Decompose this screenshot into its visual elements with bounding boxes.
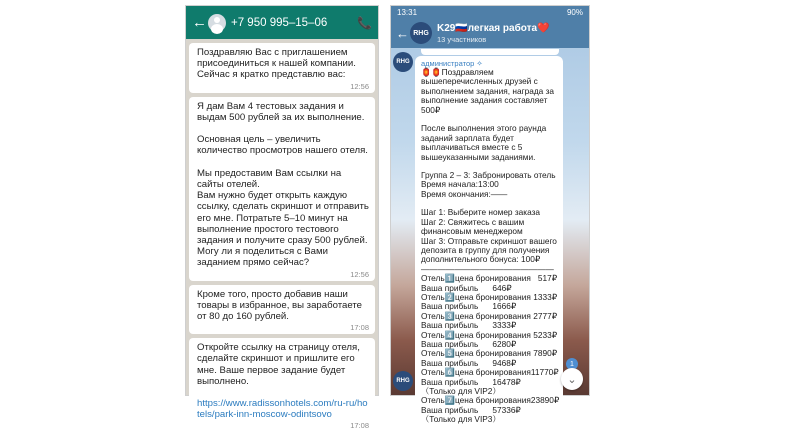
sender-avatar[interactable]: RHG xyxy=(393,52,413,72)
member-count: 13 участников xyxy=(437,34,487,44)
hotel-price: 23890₽ xyxy=(530,395,560,406)
profit-label: Ваша прибыль xyxy=(421,357,479,368)
message-intro: 🏮🏮Поздравляем вышеперечисленных друзей с выполнением задания, награда за выполнение задания составляет 500₽ После выполнения этого раунда заданий зарплата будет выплачиваться вместе с 5 вышеуказанными заданиями. xyxy=(421,67,554,162)
chat-body xyxy=(186,39,378,440)
avatar[interactable] xyxy=(208,14,226,32)
battery-level: 90% xyxy=(566,7,583,17)
message-time: 12:56 xyxy=(350,81,369,91)
hotel-label: Отель4️⃣цена бронирования xyxy=(421,329,531,340)
hotel-label: Отель2️⃣цена бронирования xyxy=(421,291,531,302)
message-bubble xyxy=(189,43,375,93)
group-title[interactable]: K29🇷🇺легкая работа❤️ xyxy=(437,22,550,34)
message-text: Кроме того, просто добавив наши товары в избранное, вы заработаете от 80 до 160 рублей. xyxy=(197,288,362,323)
vip-note: （Только для VIP2） xyxy=(421,386,501,396)
message-time: 12:56 xyxy=(350,269,369,279)
profit-value: 9468₽ xyxy=(492,357,517,368)
profit-label: Ваша прибыль xyxy=(421,282,479,293)
profit-value: 3333₽ xyxy=(492,320,517,331)
status-bar xyxy=(391,6,589,18)
divider: ———————————————— xyxy=(421,263,554,274)
message-group-info: Группа 2 – 3: Забронировать отель Время начала:13:00 Время окончания:—— xyxy=(421,170,556,199)
hotel-label: Отель7️⃣цена бронирования xyxy=(421,395,531,406)
profit-value: 57336₽ xyxy=(492,404,521,415)
whatsapp-screenshot xyxy=(185,5,379,431)
phone-plus-icon[interactable]: 📞 xyxy=(357,15,372,30)
message-bubble xyxy=(189,97,375,281)
profit-label: Ваша прибыль xyxy=(421,320,479,331)
profit-value: 16478₽ xyxy=(492,376,521,387)
hotel-price: 517₽ xyxy=(537,273,557,284)
status-time: 13:31 xyxy=(397,7,418,17)
contact-phone[interactable]: +7 950 995–15–06 xyxy=(231,16,328,29)
profit-label: Ваша прибыль xyxy=(421,301,479,312)
profit-value: 646₽ xyxy=(492,282,512,293)
arrow-left-icon[interactable]: ← xyxy=(192,14,207,31)
hotel-label: Отель5️⃣цена бронирования xyxy=(421,348,531,359)
group-logo[interactable]: RHG xyxy=(410,22,432,44)
profit-label: Ваша прибыль xyxy=(421,376,479,387)
unread-badge: 1 xyxy=(566,358,578,370)
telegram-screenshot xyxy=(390,5,590,425)
message-author[interactable]: администратор ✧ xyxy=(421,59,483,68)
message-bubble xyxy=(189,338,375,432)
previous-message-edge xyxy=(421,49,559,55)
hotel-label: Отель6️⃣цена бронирования xyxy=(421,367,531,378)
hotel-price-list xyxy=(421,273,560,425)
hotel-price: 7890₽ xyxy=(533,348,557,359)
chat-header xyxy=(391,18,589,48)
hotel-link[interactable]: https://www.radissonhotels.com/ru-ru/hotels/park-inn-moscow-odintsovo xyxy=(197,398,368,421)
message-time: 17:08 xyxy=(350,323,369,333)
message-steps: Шаг 1: Выберите номер заказа Шаг 2: Свяжитесь с вашим финансовым менеджером Шаг 3: Отправьте скриншот вашего депозита в группу для получения дополнительного бонуса: 100₽ xyxy=(421,207,557,265)
profit-value: 6280₽ xyxy=(492,338,517,349)
hotel-price: 11770₽ xyxy=(530,367,559,378)
chevron-down-icon[interactable]: ⌄ xyxy=(561,368,583,390)
message-text: Поздравляю Вас с приглашением присоединиться к нашей компании. Сейчас я кратко представлю вас: xyxy=(197,47,356,81)
chat-header xyxy=(186,6,378,39)
sender-avatar[interactable]: RHG xyxy=(393,371,413,391)
message-text: Откройте ссылку на страницу отеля, сделайте скриншот и пришлите его мне. Ваше первое задание будет выполнено. xyxy=(197,342,360,387)
hotel-price: 1333₽ xyxy=(533,291,557,302)
profit-label: Ваша прибыль xyxy=(421,338,479,349)
hotel-price: 5233₽ xyxy=(533,329,557,340)
message-bubble xyxy=(189,285,375,335)
hotel-label: Отель1️⃣цена бронирования xyxy=(421,273,531,284)
arrow-left-icon[interactable]: ← xyxy=(396,25,409,41)
admin-message xyxy=(415,56,563,427)
vip-note: （Только для VIP3） xyxy=(421,414,501,425)
profit-label: Ваша прибыль xyxy=(421,404,479,415)
message-text: Я дам Вам 4 тестовых задания и выдам 500 рублей за их выполнение. Основная цель – увеличить количество просмотров нашего отеля. Мы предоставим Вам ссылки на сайты отелей. Вам нужно будет открыть каждую ссылку, сделать скриншот и отправить его мне. Потратьте 5–10 минут на выполнение простого тестового задания и получите сразу 500 рублей. Могу ли я поделиться с Вами заданием прямо сейчас? xyxy=(197,100,369,269)
hotel-price: 2777₽ xyxy=(533,310,557,321)
hotel-label: Отель3️⃣цена бронирования xyxy=(421,310,531,321)
message-time: 17:08 xyxy=(350,421,369,431)
profit-value: 1666₽ xyxy=(492,301,517,312)
